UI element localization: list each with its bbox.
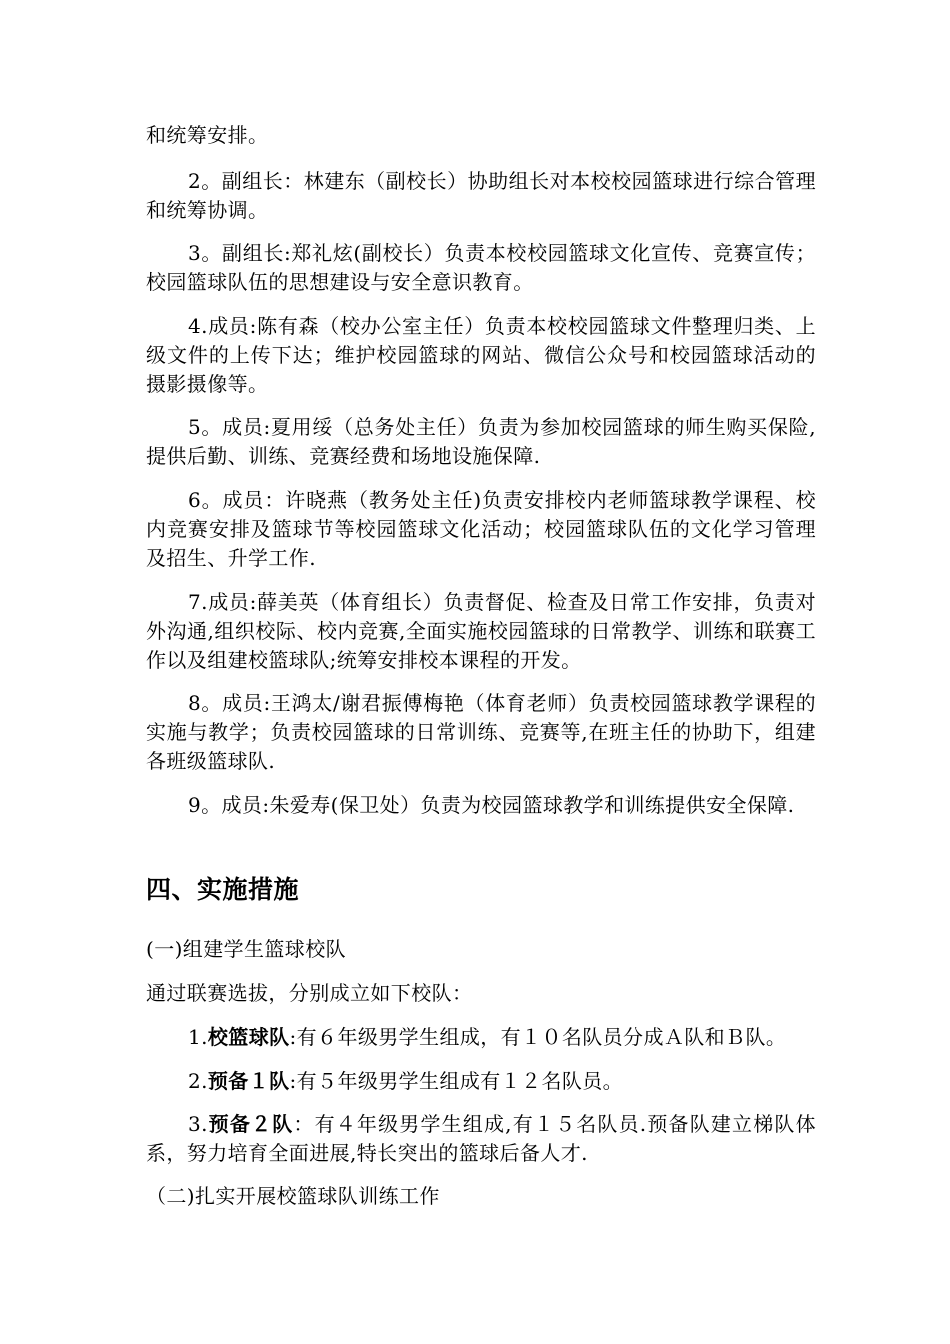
paragraph-member-2: 2。副组长：林建东（副校长）协助组长对本校校园篮球进行综合管理和统筹协调。 — [146, 169, 816, 222]
team-item-1 — [146, 1023, 836, 1052]
team-item-2 — [146, 1067, 816, 1096]
team-description: ：有４年级男学生组成,有１５名队员.预备队建立梯队体系，努力培育全面进展,特长突出的篮球后备人才. — [146, 1112, 816, 1165]
team-description: :有６年级男学生组成，有１０名队员分成Ａ队和Ｂ队。 — [289, 1025, 787, 1049]
paragraph-member-5: 5。成员:夏用绥（总务处主任）负责为参加校园篮球的师生购买保险,提供后勤、训练、竞赛经费和场地设施保障. — [146, 415, 816, 468]
paragraph-member-4: 4.成员:陈有森（校办公室主任）负责本校校园篮球文件整理归类、上级文件的上传下达；维护校园篮球的网站、微信公众号和校园篮球活动的摄影摄像等。 — [146, 314, 816, 396]
team-item-3 — [146, 1110, 816, 1168]
paragraph-member-8: 8。成员:王鸿太/谢君振傅梅艳（体育老师）负责校园篮球教学课程的实施与教学；负责校园篮球的日常训练、竞赛等,在班主任的协助下，组建各班级篮球队. — [146, 691, 816, 773]
intro-text: 通过联赛选拔，分别成立如下校队： — [146, 981, 473, 1005]
paragraph-member-3: 3。副组长:郑礼炫(副校长）负责本校校园篮球文化宣传、竞赛宣传；校园篮球队伍的思想建设与安全意识教育。 — [146, 241, 816, 294]
paragraph-continuation: 和统筹安排。 — [146, 123, 269, 147]
subheading-1: (一)组建学生篮球校队 — [146, 937, 347, 961]
paragraph-member-9: 9。成员:朱爱寿(保卫处）负责为校园篮球教学和训练提供安全保障. — [188, 793, 795, 817]
paragraph-member-7: 7.成员:薛美英（体育组长）负责督促、检查及日常工作安排，负责对外沟通,组织校际、校内竞赛,全面实施校园篮球的日常教学、训练和联赛工作以及组建校篮球队;统筹安排校本课程的开发。 — [146, 590, 816, 672]
subheading-2: （二)扎实开展校篮球队训练工作 — [146, 1184, 440, 1208]
team-label: 校篮球队 — [207, 1025, 290, 1049]
team-number: 1. — [188, 1025, 208, 1049]
team-label: 预备１队 — [207, 1069, 290, 1093]
team-number: 3. — [188, 1112, 208, 1136]
paragraph-member-6: 6。成员：许晓燕（教务处主任)负责安排校内老师篮球教学课程、校内竞赛安排及篮球节等校园篮球文化活动；校园篮球队伍的文化学习管理及招生、升学工作. — [146, 488, 816, 570]
team-number: 2. — [188, 1069, 208, 1093]
team-description: :有５年级男学生组成有１２名队员。 — [289, 1069, 624, 1093]
section-heading: 四、实施措施 — [146, 875, 300, 904]
team-label: 预备２队 — [207, 1112, 294, 1136]
